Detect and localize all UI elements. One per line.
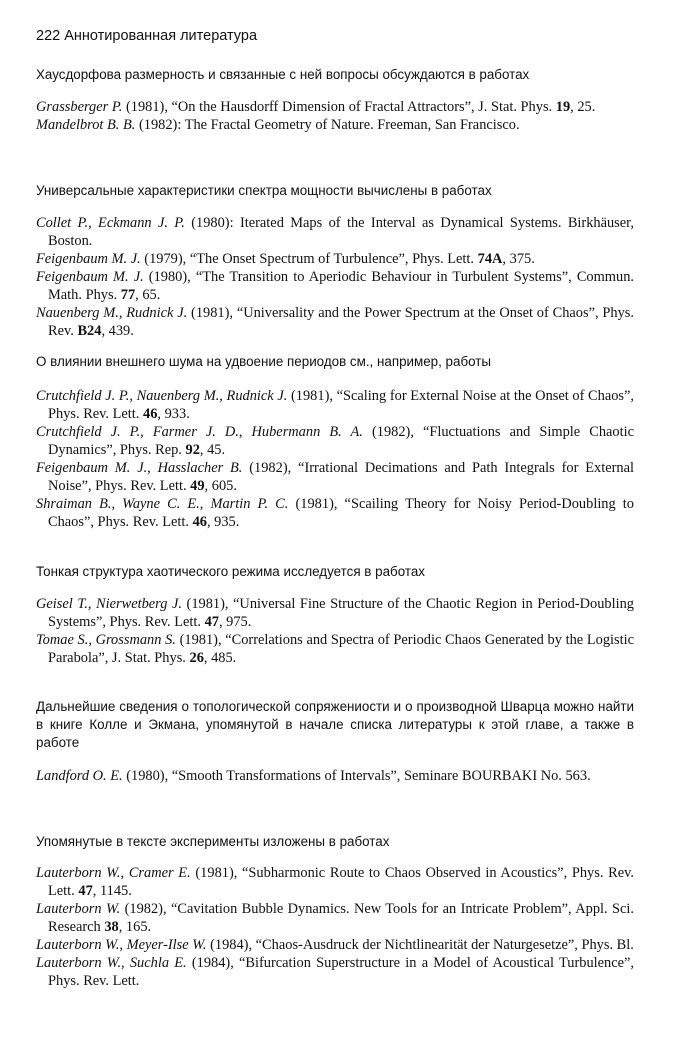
reference-volume: 26 [189, 650, 204, 666]
reference-item [36, 864, 634, 900]
reference-list-power-spectrum [36, 214, 634, 340]
reference-volume: 92 [185, 442, 200, 458]
reference-pages: , 439. [101, 323, 134, 339]
reference-volume: 47 [204, 614, 219, 630]
reference-volume: B24 [77, 323, 102, 339]
reference-authors: Geisel T., Nierwetberg J. [36, 596, 182, 612]
reference-authors: Grassberger P. [36, 99, 123, 115]
reference-text: (1980): Iterated Maps of the Interval as Dynamical Systems. Birkhäuser, Boston. [48, 215, 634, 249]
reference-pages: , 1145. [92, 883, 132, 899]
section-intro-power-spectrum: Универсальные характеристики спектра мощности вычислены в работах [36, 183, 492, 198]
reference-text: (1984), “Chaos-Ausdruck der Nichtlinearität der Naturgesetze”, Phys. Bl. [206, 937, 634, 953]
reference-authors: Feigenbaum M. J. [36, 269, 144, 285]
reference-authors: Lauterborn W. [36, 901, 121, 917]
reference-text: (1979), “The Onset Spectrum of Turbulence”, Phys. Lett. [140, 251, 478, 267]
reference-text: (1980), “Smooth Transformations of Intervals”, Seminare BOURBAKI No. 563. [122, 768, 591, 784]
reference-text: (1981), “Universality and the Power Spectrum at the Onset of Chaos”, Phys. Rev. [48, 305, 634, 339]
reference-item [36, 767, 634, 785]
reference-item [36, 214, 634, 250]
reference-item [36, 304, 634, 340]
reference-item [36, 936, 634, 954]
reference-authors: Feigenbaum M. J., Hasslacher B. [36, 460, 243, 476]
reference-text: (1981), “Subharmonic Route to Chaos Observed in Acoustics”, Phys. Rev. Lett. [48, 865, 634, 899]
reference-list-topological [36, 767, 634, 785]
reference-item [36, 495, 634, 531]
reference-pages: , 935. [206, 514, 240, 530]
reference-authors: Mandelbrot B. B. [36, 117, 136, 133]
reference-authors: Crutchfield J. P., Farmer J. D., Hubermann B. A. [36, 424, 363, 440]
reference-text: (1982), “Fluctuations and Simple Chaotic Dynamics”, Phys. Rep. [48, 424, 634, 458]
reference-item [36, 116, 634, 134]
reference-volume: 46 [192, 514, 207, 530]
reference-item [36, 954, 634, 990]
reference-item [36, 631, 634, 667]
reference-authors: Nauenberg M., Rudnick J. [36, 305, 188, 321]
reference-authors: Feigenbaum M. J. [36, 251, 141, 267]
reference-authors: Shraiman B., Wayne C. E., Martin P. C. [36, 496, 289, 512]
reference-list-experiments [36, 864, 634, 990]
reference-item [36, 387, 634, 423]
reference-volume: 46 [143, 406, 158, 422]
reference-authors: Lauterborn W., Suchla E. [36, 955, 187, 971]
reference-authors: Collet P., Eckmann J. P. [36, 215, 185, 231]
section-intro-hausdorff: Хаусдорфова размерность и связанные с ней вопросы обсуждаются в работах [36, 67, 530, 82]
reference-pages: , 975. [218, 614, 252, 630]
reference-item [36, 250, 634, 268]
reference-item [36, 595, 634, 631]
reference-item [36, 268, 634, 304]
reference-text: (1982): The Fractal Geometry of Nature. Freeman, San Francisco. [135, 117, 520, 133]
reference-list-hausdorff [36, 98, 634, 134]
reference-item [36, 423, 634, 459]
reference-pages: , 485. [203, 650, 237, 666]
reference-text: (1981), “Scailing Theory for Noisy Period-Doubling to Chaos”, Phys. Rev. Lett. [48, 496, 634, 530]
reference-item [36, 98, 634, 116]
section-intro-fine-structure: Тонкая структура хаотического режима исследуется в работах [36, 564, 425, 579]
reference-list-fine-structure [36, 595, 634, 667]
reference-pages: , 375. [502, 251, 535, 267]
reference-authors: Lauterborn W., Meyer-Ilse W. [36, 937, 207, 953]
reference-authors: Landford O. E. [36, 768, 123, 784]
reference-text: (1982), “Cavitation Bubble Dynamics. New Tools for an Intricate Problem”, Appl. Sci. Research [48, 901, 634, 935]
reference-text: (1982), “Irrational Decimations and Path Integrals for External Noise”, Phys. Rev. Lett. [48, 460, 634, 494]
reference-text: (1981), “On the Hausdorff Dimension of Fractal Attractors”, J. Stat. Phys. [122, 99, 556, 115]
reference-pages: , 605. [204, 478, 237, 494]
reference-authors: Crutchfield J. P., Nauenberg M., Rudnick J. [36, 388, 288, 404]
reference-text: (1981), “Scaling for External Noise at the Onset of Chaos”, Phys. Rev. Lett. [48, 388, 635, 422]
reference-volume: 19 [555, 99, 571, 115]
page-header: 222 Аннотированная литература [36, 28, 258, 44]
reference-list-external-noise [36, 387, 634, 531]
section-intro-topological: Дальнейшие сведения о топологической сопряжениости и о производной Шварца можно найти в книге Колле и Экмана, упомянутой в начале списка литературы к этой главе, а также в работе [36, 699, 634, 750]
reference-item [36, 900, 634, 936]
reference-volume: 49 [190, 478, 205, 494]
reference-volume: 47 [78, 883, 93, 899]
reference-pages: , 933. [157, 406, 190, 422]
reference-authors: Tomae S., Grossmann S. [36, 632, 176, 648]
section-intro-experiments: Упомянутые в тексте эксперименты изложены в работах [36, 834, 390, 849]
reference-pages: , 65. [135, 287, 161, 303]
reference-text: (1980), “The Transition to Aperiodic Behaviour in Turbulent Systems”, Commun. Math. Phys. [48, 269, 634, 303]
reference-pages: , 25. [570, 99, 596, 115]
reference-authors: Lauterborn W., Cramer E. [36, 865, 191, 881]
reference-pages: , 45. [199, 442, 226, 458]
reference-volume: 74A [477, 251, 503, 267]
reference-text: (1984), “Bifurcation Superstructure in a Model of Acoustical Turbulence”, Phys. Rev. Lett. [48, 955, 634, 989]
reference-pages: , 165. [118, 919, 152, 935]
reference-volume: 77 [120, 287, 136, 303]
section-intro-external-noise: О влиянии внешнего шума на удвоение периодов см., например, работы [36, 354, 492, 369]
reference-text: (1981), “Universal Fine Structure of the Chaotic Region in Period-Doubling Systems”, Phys. Rev. Lett. [48, 596, 634, 630]
reference-volume: 38 [104, 919, 119, 935]
reference-text: (1981), “Correlations and Spectra of Periodic Chaos Generated by the Logistic Parabola”, J. Stat. Phys. [48, 632, 634, 666]
reference-item [36, 459, 634, 495]
